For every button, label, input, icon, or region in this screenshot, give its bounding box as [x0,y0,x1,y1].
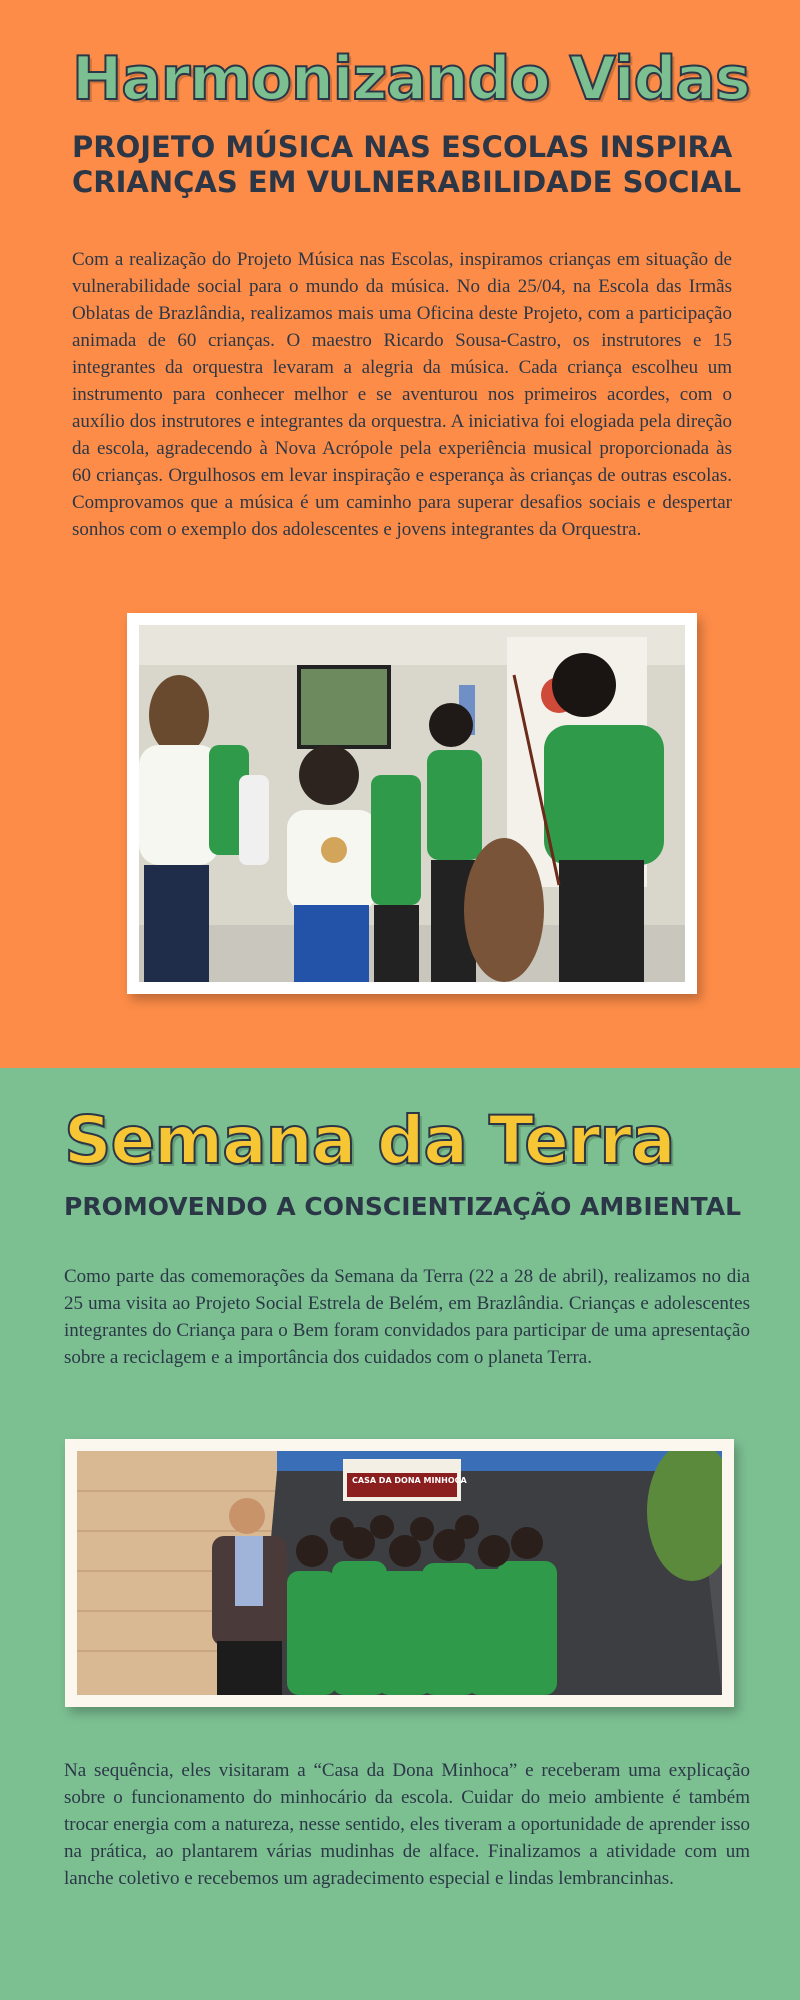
group-visit-image [77,1451,722,1695]
subtitle-projeto-musica: PROJETO MÚSICA NAS ESCOLAS INSPIRA CRIANÇAS EM VULNERABILIDADE SOCIAL [72,130,742,199]
paragraph-casa-dona-minhoca: Na sequência, eles visitaram a “Casa da Dona Minhoca” e receberam uma explicação sobre o funcionamento do minhocário da escola. Cuidar do meio ambiente é também trocar energia com a natureza, nesse sentido, eles tiveram a oportunidade de aprender isso na prática, ao plantarem várias mudinhas de alface. Finalizamos a atividade com um lanche coletivo e recebemos um agradecimento especial e lindas lembrancinhas. [64,1760,750,1889]
title-semana-da-terra: Semana da Terra [64,1102,675,1179]
title-harmonizando-vidas: Harmonizando Vidas [72,44,750,114]
sign-text: CASA DA DONA MINHOCA [352,1476,467,1485]
paragraph-projeto-musica: Com a realização do Projeto Música nas Escolas, inspiramos crianças em situação de vulnerabilidade social para o mundo da música. No dia 25/04, na Escola das Irmãs Oblatas de Brazlândia, realizamos mais uma Oficina deste Projeto, com a participação animada de 60 crianças. O maestro Ricardo Sousa-Castro, os instrutores e 15 integrantes da orquestra levaram a alegria da música. Cada criança escolheu um instrumento para conhecer melhor e se aventurou nos primeiros acordes, com o auxílio dos instrutores e integrantes da orquestra. A iniciativa foi elogiada pela direção da escola, agradecendo à Nova Acrópole pela experiência musical proporcionada às 60 crianças. Orgulhosos em levar inspiração e esperança às crianças de outras escolas. Comprovamos que a música é um caminho para superar desafios sociais e despertar sonhos com o exemplo dos adolescentes e jovens integrantes da Orquestra. [72,249,732,540]
music-workshop-image [139,625,685,982]
subtitle-conscientizacao: PROMOVENDO A CONSCIENTIZAÇÃO AMBIENTAL [64,1192,742,1221]
paragraph-semana-da-terra: Como parte das comemorações da Semana da Terra (22 a 28 de abril), realizamos no dia 25 uma visita ao Projeto Social Estrela de Belém, em Brazlândia. Crianças e adolescentes integrantes do Criança para o Bem foram convidados para participar de uma apresentação sobre a reciclagem e a importância dos cuidados com o planeta Terra. [64,1266,750,1368]
photo-music-workshop [127,613,697,994]
photo-group-visit [65,1439,734,1707]
